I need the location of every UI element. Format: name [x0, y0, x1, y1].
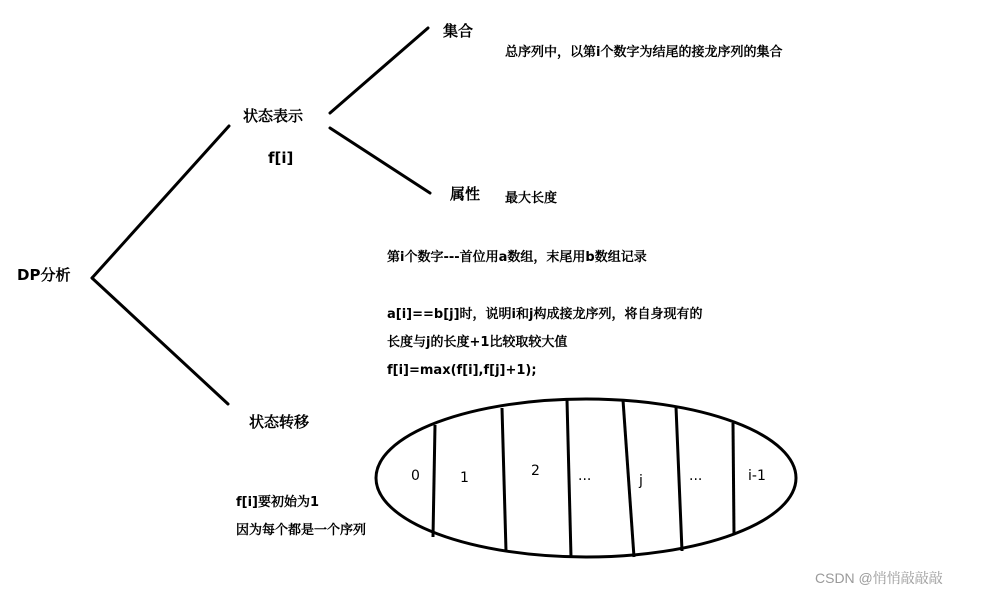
array-cell-label: 1	[460, 470, 469, 486]
transition-label: 状态转移	[249, 413, 310, 431]
array-divider	[567, 400, 571, 557]
array-divider	[433, 425, 435, 537]
array-divider	[502, 408, 506, 551]
transition-note: f[i]=max(f[i],f[j]+1);	[387, 363, 537, 378]
branch-state-rep-to-set	[330, 28, 428, 113]
set-desc: 总序列中，以第i个数字为结尾的接龙序列的集合	[505, 45, 783, 60]
array-cell-label: 2	[531, 463, 540, 479]
transition-note: 长度与j的长度+1比较取较大值	[387, 335, 568, 350]
transition-note: 第i个数字---首位用a数组，末尾用b数组记录	[387, 250, 647, 265]
attr-label: 属性	[450, 185, 481, 203]
init-note: 因为每个都是一个序列	[236, 523, 367, 538]
state-rep-sub: f[i]	[268, 149, 294, 167]
array-cell-label: i-1	[748, 468, 766, 484]
array-cell-label: j	[639, 473, 643, 489]
array-cell-label: 0	[411, 468, 420, 484]
array-cell-label: ...	[689, 468, 703, 484]
state-rep-label: 状态表示	[243, 107, 304, 125]
set-label: 集合	[443, 22, 474, 40]
attr-desc: 最大长度	[505, 191, 558, 206]
root-label: DP分析	[17, 266, 71, 284]
branch-root-to-transition	[92, 278, 228, 404]
array-divider	[676, 407, 682, 551]
branch-state-rep-to-attr	[330, 128, 430, 193]
array-divider	[733, 423, 734, 535]
init-note: f[i]要初始为1	[236, 495, 320, 510]
array-divider	[623, 400, 634, 557]
array-cell-label: ...	[578, 468, 592, 484]
transition-note: a[i]==b[j]时，说明i和j构成接龙序列，将自身现有的	[387, 307, 703, 322]
branch-root-to-state-rep	[92, 126, 229, 278]
watermark: CSDN @悄悄敲敲敲	[815, 570, 943, 586]
